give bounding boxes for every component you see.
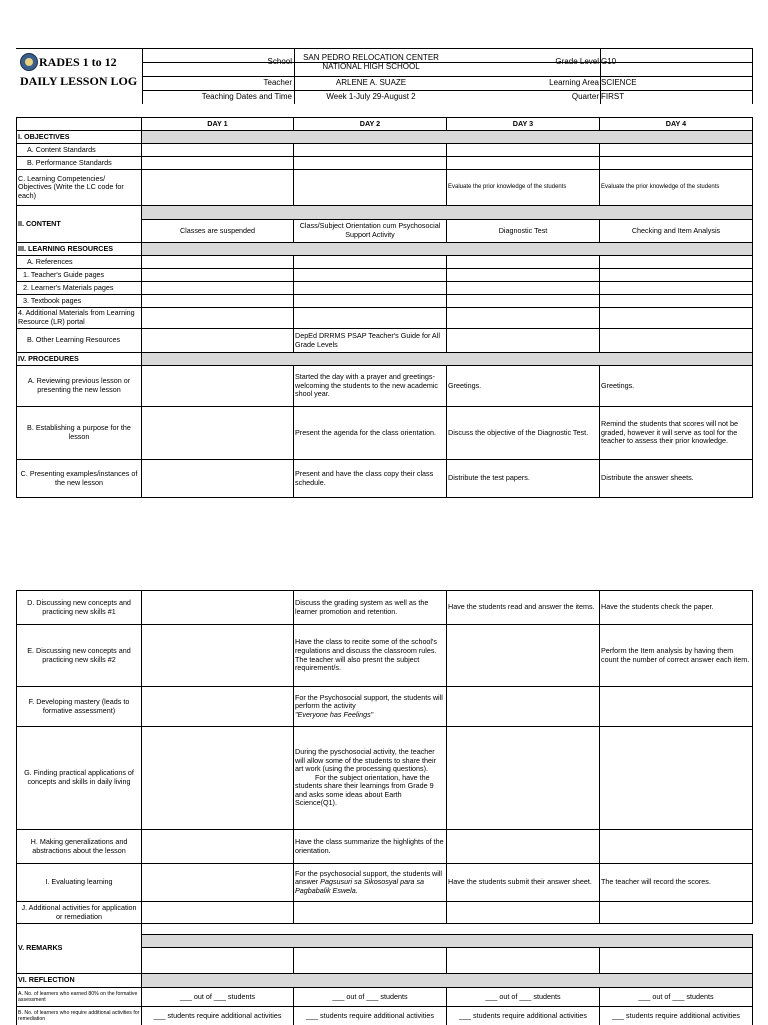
area-value: SCIENCE (601, 78, 637, 88)
school-name: SAN PEDRO RELOCATION CENTER NATIONAL HIGH SCHOOL (303, 52, 439, 71)
proc-d-label: D. Discussing new concepts and practicing new skills #1 (16, 591, 142, 624)
lesson-log-table-part2 (16, 590, 753, 1025)
lr-portal-row (16, 308, 753, 329)
proc-b-row (16, 407, 753, 460)
proc-c-day2: Present and have the class copy their class schedule. (294, 460, 447, 497)
day3-header: DAY 3 (447, 118, 600, 130)
proc-h-row (16, 830, 753, 864)
remarks-row (16, 924, 753, 974)
area-label: Learning Area (549, 78, 599, 88)
proc-g-day2-p2: For the subject orientation, have the students share their learnings from Grade 9 and asks some ideas about Earth Science(Q1). (295, 772, 434, 808)
day-header-row (16, 118, 753, 131)
refl-b-day1: ___ students require additional activities (142, 1007, 294, 1025)
reflection-heading: VI. REFLECTION (16, 974, 142, 987)
proc-d-row (16, 591, 753, 625)
quarter-label: Quarter (571, 92, 599, 102)
proc-f-day2-cell (294, 687, 447, 726)
proc-h-label: H. Making generalizations and abstractions about the lesson (16, 830, 142, 863)
proc-f-day2: For the Psychosocial support, the students will perform the activity (295, 692, 443, 711)
content-standards-row (16, 144, 753, 157)
proc-i-day2-cell (294, 864, 447, 901)
proc-a-day2: Started the day with a prayer and greetings-welcoming the students to the new academic shool year. (294, 366, 447, 406)
proc-f-row (16, 687, 753, 727)
proc-d-day3: Have the students read and answer the items. (447, 591, 600, 624)
day1-header: DAY 1 (142, 118, 294, 130)
proc-d-day2: Discuss the grading system as well as the learner promotion and retention. (294, 591, 447, 624)
form-title-line1: RADES 1 to 12 (39, 55, 117, 69)
proc-j-label: J. Additional activities for application or remediation (16, 902, 142, 923)
content-day1: Classes are suspended (142, 220, 294, 242)
grade-value: G10 (601, 57, 617, 67)
proc-h-day2: Have the class summarize the highlights of the orientation. (294, 830, 447, 863)
deped-seal (20, 53, 38, 71)
resources-heading: III. LEARNING RESOURCES (16, 243, 142, 255)
dates-value: Week 1-July 29-August 2 (326, 92, 416, 102)
objectives-section-row (16, 131, 753, 144)
competencies-day3: Evaluate the prior knowledge of the students (447, 170, 600, 205)
refl-a-day2: ___ out of ___ students (294, 988, 447, 1006)
proc-e-day4: Perform the Item analysis by having them count the number of correct answer each item. (600, 625, 753, 686)
grade-label: Grade Level (555, 57, 599, 67)
proc-e-day2: Have the class to recite some of the school's regulations and discuss the classroom rules. The teacher will also presnt the subject requirement/s. (294, 625, 447, 686)
refl-b-label: B. No. of learners who require additional activities for remediation (16, 1007, 142, 1025)
competencies-day4: Evaluate the prior knowledge of the students (600, 170, 753, 205)
competencies-row (16, 170, 753, 206)
resources-section-row (16, 243, 753, 256)
proc-g-day2-p1: During the pyschosocial activity, the teacher will allow some of the students to share their art work (using the processing questions). (295, 746, 437, 774)
form-title-line2: DAILY LESSON LOG (20, 74, 138, 88)
teacher-name: ARLENE A. SUAZE (335, 78, 407, 88)
procedures-section-row (16, 353, 753, 366)
quarter-value: FIRST (601, 92, 625, 102)
other-resources-row (16, 329, 753, 353)
tg-pages-label: 1. Teacher's Guide pages (16, 269, 142, 281)
proc-a-day4: Greetings. (600, 366, 753, 406)
refl-b-day4: ___ students require additional activities (600, 1007, 753, 1025)
content-day3: Diagnostic Test (447, 220, 600, 242)
day2-header: DAY 2 (294, 118, 447, 130)
proc-a-row (16, 366, 753, 407)
textbook-row (16, 295, 753, 308)
references-label: A. References (16, 256, 142, 268)
proc-b-day4: Remind the students that scores will not be graded, however it will serve as tool for the teacher to assess their prior knowledge. (600, 407, 753, 459)
proc-i-label: I. Evaluating learning (16, 864, 142, 901)
performance-standards-row (16, 157, 753, 170)
proc-e-row (16, 625, 753, 687)
other-resources-label: B. Other Learning Resources (16, 329, 142, 352)
lm-pages-label: 2. Learner's Materials pages (16, 282, 142, 294)
teacher-label: Teacher (263, 78, 292, 88)
proc-g-row (16, 727, 753, 830)
school-label: School (267, 57, 292, 67)
proc-b-day2: Present the agenda for the class orientation. (294, 407, 447, 459)
proc-a-day3: Greetings. (447, 366, 600, 406)
textbook-label: 3. Textbook pages (16, 295, 142, 307)
content-day4: Checking and Item Analysis (600, 220, 753, 242)
content-section-row (16, 206, 753, 243)
proc-f-day2-activity: "Everyone has Feelings" (295, 709, 374, 719)
lm-pages-row (16, 282, 753, 295)
proc-c-row (16, 460, 753, 498)
proc-c-day3: Distribute the test papers. (447, 460, 600, 497)
lr-portal-label: 4. Additional Materials from Learning Resource (LR) portal (16, 308, 142, 328)
content-heading: II. CONTENT (16, 206, 142, 242)
header-block (16, 48, 753, 104)
refl-a-day3: ___ out of ___ students (447, 988, 600, 1006)
proc-a-label: A. Reviewing previous lesson or presenting the new lesson (16, 366, 142, 406)
references-row (16, 256, 753, 269)
proc-c-label: C. Presenting examples/instances of the new lesson (16, 460, 142, 497)
competencies-label: C. Learning Competencies/ Objectives (Write the LC code for each) (16, 170, 142, 205)
proc-g-day2-cell (294, 727, 447, 829)
proc-b-day3: Discuss the objective of the Diagnostic Test. (447, 407, 600, 459)
refl-a-day4: ___ out of ___ students (600, 988, 753, 1006)
proc-d-day4: Have the students check the paper. (600, 591, 753, 624)
refl-a-label: A. No. of learners who earned 80% on the formative assessment (16, 988, 142, 1006)
refl-a-row (16, 988, 753, 1007)
dates-label: Teaching Dates and Time (201, 92, 292, 102)
objectives-heading: I. OBJECTIVES (16, 131, 142, 143)
proc-g-label: G. Finding practical applications of concepts and skills in daily living (16, 727, 142, 829)
other-resources-day2: DepEd DRRMS PSAP Teacher's Guide for All Grade Levels (294, 329, 447, 352)
content-standards-label: A. Content Standards (16, 144, 142, 156)
proc-i-day2-title: Pagsusuri sa Sikososyal para sa Pagbabalik Eswela. (295, 877, 425, 895)
lesson-log-table-part1 (16, 117, 753, 498)
refl-b-day3: ___ students require additional activities (447, 1007, 600, 1025)
performance-standards-label: B. Performance Standards (16, 157, 142, 169)
refl-b-day2: ___ students require additional activities (294, 1007, 447, 1025)
remarks-heading: V. REMARKS (16, 924, 142, 973)
refl-b-row (16, 1007, 753, 1025)
proc-e-label: E. Discussing new concepts and practicing new skills #2 (16, 625, 142, 686)
proc-i-day4: The teacher will record the scores. (600, 864, 753, 901)
tg-pages-row (16, 269, 753, 282)
proc-b-label: B. Establishing a purpose for the lesson (16, 407, 142, 459)
proc-c-day4: Distribute the answer sheets. (600, 460, 753, 497)
refl-a-day1: ___ out of ___ students (142, 988, 294, 1006)
proc-i-day2: For the psychosocial support, the students will answer (295, 868, 443, 887)
content-day2: Class/Subject Orientation cum Psychosocial Support Activity (294, 220, 447, 242)
day4-header: DAY 4 (600, 118, 753, 130)
reflection-section-row (16, 974, 753, 988)
proc-i-day3: Have the students submit their answer sheet. (447, 864, 600, 901)
proc-f-label: F. Developing mastery (leads to formative assessment) (16, 687, 142, 726)
proc-i-row (16, 864, 753, 902)
procedures-heading: IV. PROCEDURES (16, 353, 142, 365)
proc-j-row (16, 902, 753, 924)
